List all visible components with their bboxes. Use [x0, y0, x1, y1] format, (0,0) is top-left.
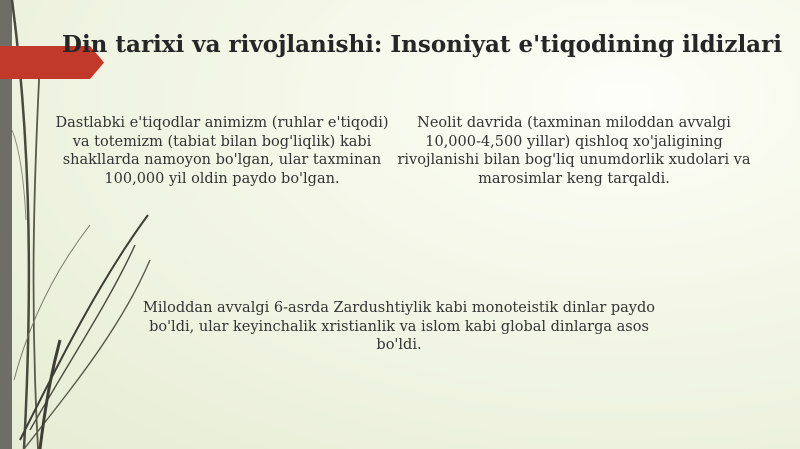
paragraph-neolithic: Neolit davrida (taxminan miloddan avvalgi 10,000-4,500 yillar) qishloq xo'jaligining rivojlanishi bilan bog'liq unumdorlik xudolari va marosimlar keng tarqaldi. [397, 115, 751, 187]
slide-title: Din tarixi va rivojlanishi: Insoniyat e'tiqodining ildizlari [62, 31, 782, 58]
paragraph-early-beliefs: Dastlabki e'tiqodlar animizm (ruhlar e'tiqodi) va totemizm (tabiat bilan bog'liqlik) kabi shakllarda namoyon bo'lgan, ular taxminan 100,000 yil oldin paydo bo'lgan. [55, 115, 389, 187]
paragraph-monotheism: Miloddan avvalgi 6-asrda Zardushtiylik kabi monoteistik dinlar paydo bo'ldi, ular keyinchalik xristianlik va islom kabi global dinlarga asos bo'ldi. [143, 300, 655, 353]
